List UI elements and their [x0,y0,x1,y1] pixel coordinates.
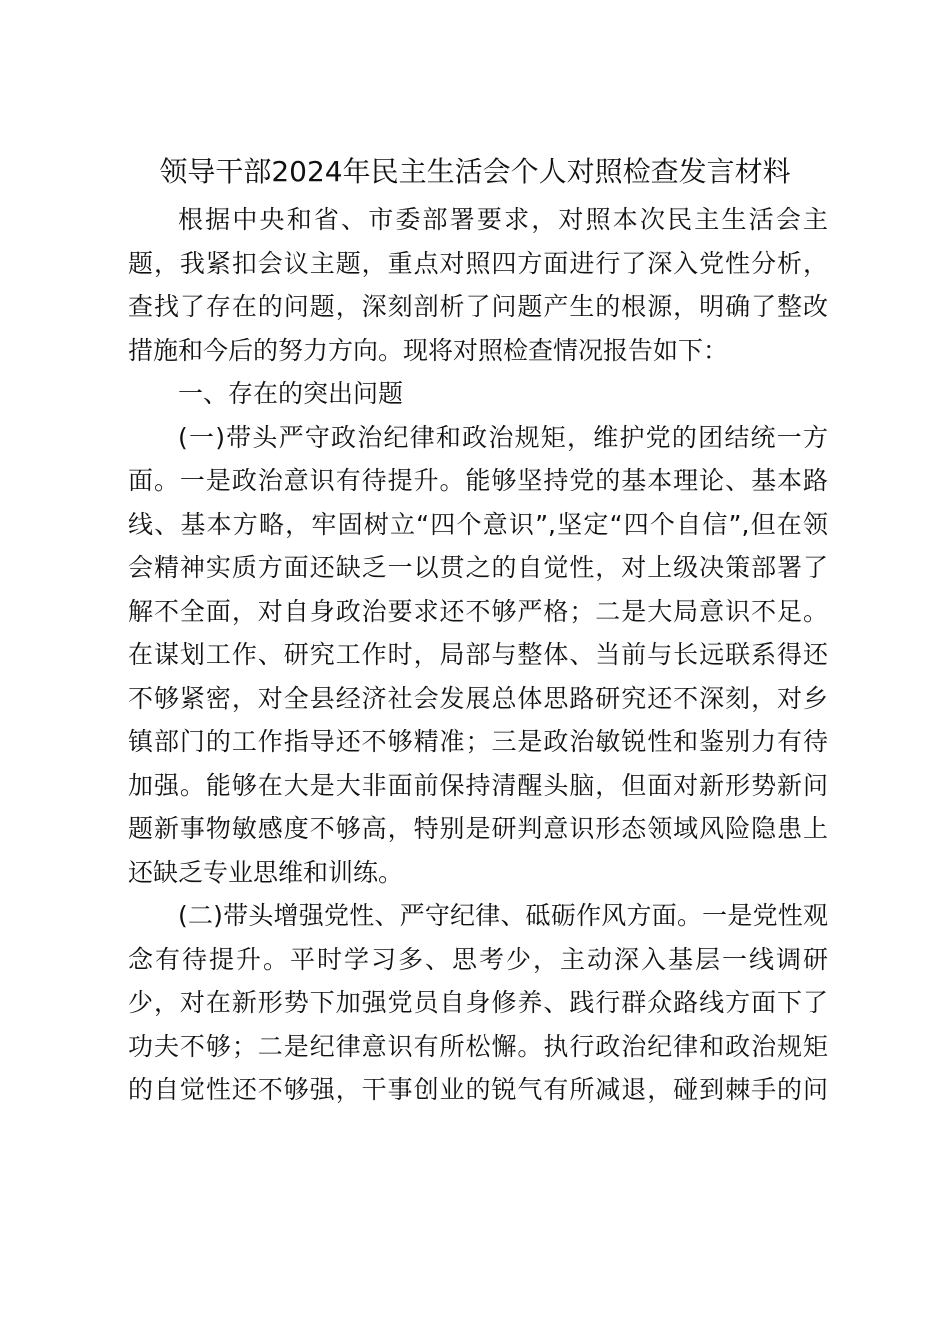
text-line: 会精神实质方面还缺乏一以贯之的自觉性，对上级决策部署了 [128,553,828,582]
text-line: 在谋划工作、研究工作时，局部与整体、当前与长远联系得还 [128,640,828,669]
text-line: (一)带头严守政治纪律和政治规矩，维护党的团结统一方 [178,422,828,452]
text-line: 线、基本方略，牢固树立“四个意识”,坚定“四个自信”,但在领 [128,509,828,539]
text-line: 加强。能够在大是大非面前保持清醒头脑，但面对新形势新问 [128,770,828,800]
text-line: 题新事物敏感度不够高，特别是研判意识形态领域风险隐患上 [128,814,828,843]
document-body [128,198,828,1112]
text-line: 镇部门的工作指导还不够精准；三是政治敏锐性和鉴别力有待 [128,727,828,756]
text-line: 念有待提升。平时学习多、思考少，主动深入基层一线调研 [128,944,828,974]
text-line: 一、存在的突出问题 [178,379,404,408]
paragraph-section-2 [128,894,828,1112]
text-line: 功夫不够；二是纪律意识有所松懈。执行政治纪律和政治规矩 [128,1031,828,1061]
text-line: 根据中央和省、市委部署要求，对照本次民主生活会主 [178,205,828,234]
text-line: 面。一是政治意识有待提升。能够坚持党的基本理论、基本路 [128,466,828,495]
section-heading [128,372,828,416]
text-line: 查找了存在的问题，深刻剖析了问题产生的根源，明确了整改 [128,292,828,321]
text-line: 的自觉性还不够强，干事创业的锐气有所减退，碰到棘手的问 [128,1075,828,1104]
paragraph-section-1 [128,416,828,895]
text-line: (二)带头增强党性、严守纪律、砥砺作风方面。一是党性观 [178,901,828,930]
text-line: 少，对在新形势下加强党员自身修养、践行群众路线方面下了 [128,988,828,1017]
text-line: 措施和今后的努力方向。现将对照检查情况报告如下： [128,335,729,365]
text-line: 解不全面，对自身政治要求还不够严格；二是大局意识不足。 [128,596,828,626]
text-line: 题，我紧扣会议主题，重点对照四方面进行了深入党性分析， [128,248,828,278]
paragraph-intro [128,198,828,372]
text-line: 还缺乏专业思维和训练。 [128,857,404,887]
text-line: 不够紧密，对全县经济社会发展总体思路研究还不深刻，对乡 [128,683,828,713]
document-title: 领导干部2024年民主生活会个人对照检查发言材料 [159,155,791,188]
